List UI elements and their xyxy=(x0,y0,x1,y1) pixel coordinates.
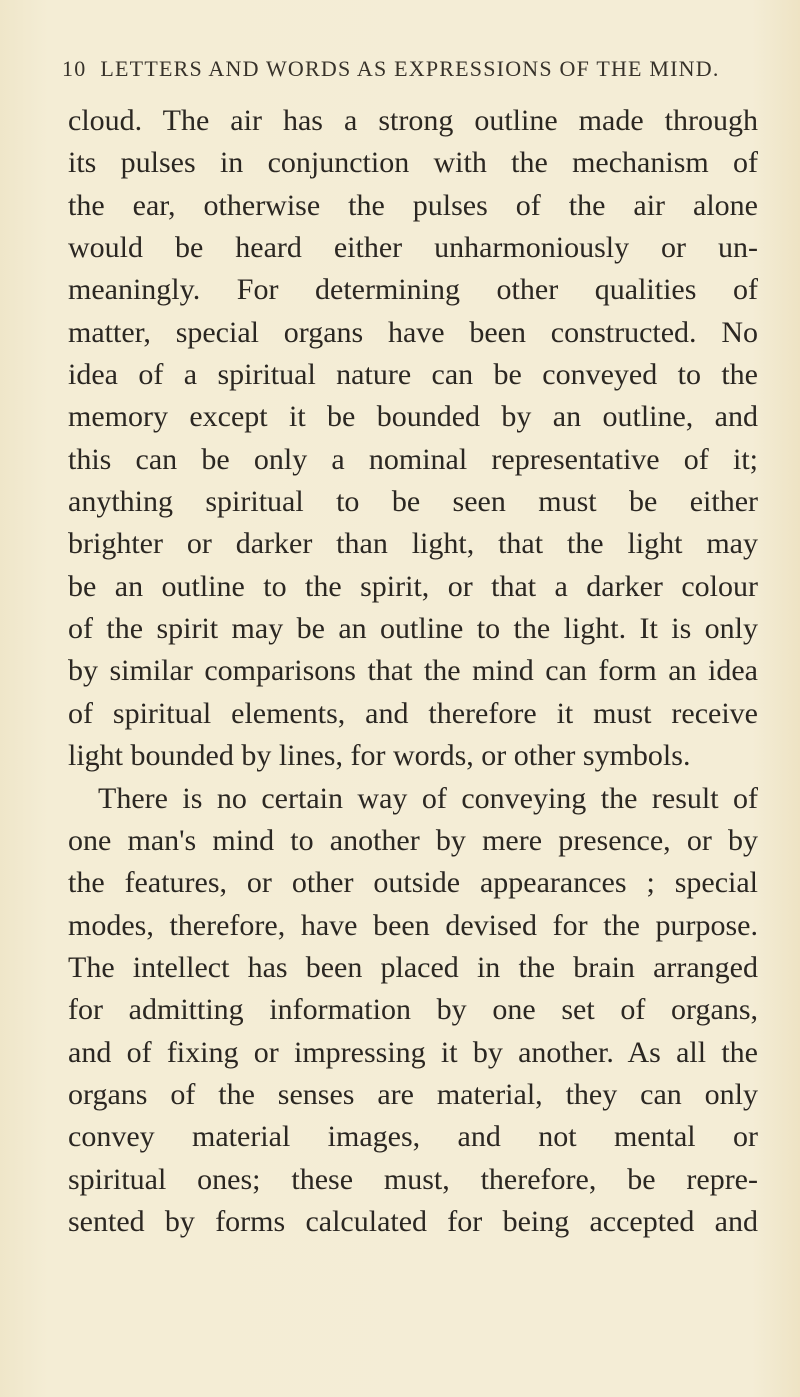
text-line: meaningly. For determining other qualities of xyxy=(68,273,758,307)
text-line: would be heard either unharmoniously or un- xyxy=(68,231,758,265)
running-head xyxy=(62,56,762,82)
text-line: modes, therefore, have been devised for the purpose. xyxy=(68,908,758,942)
text-line: sented by forms calculated for being accepted and xyxy=(68,1204,758,1238)
text-line: idea of a spiritual nature can be conveyed to the xyxy=(68,358,758,392)
text-line: brighter or darker than light, that the light may xyxy=(68,527,758,561)
text-line: one man's mind to another by mere presence, or by xyxy=(68,823,758,857)
text-line: The intellect has been placed in the brain arranged xyxy=(68,950,758,984)
text-line: light bounded by lines, for words, or other symbols. xyxy=(68,739,691,773)
text-line: its pulses in conjunction with the mechanism of xyxy=(68,146,758,180)
text-line: cloud. The air has a strong outline made through xyxy=(68,104,758,137)
text-line: be an outline to the spirit, or that a darker colour xyxy=(68,569,758,603)
text-line: by similar comparisons that the mind can form an idea xyxy=(68,654,758,688)
text-line: of the spirit may be an outline to the light. It is only xyxy=(68,612,758,646)
paragraph-start-line: There is no certain way of conveying the result of xyxy=(98,781,758,815)
text-line: for admitting information by one set of organs, xyxy=(68,993,758,1027)
text-line: spiritual ones; these must, therefore, be repre- xyxy=(68,1162,758,1196)
text-line: this can be only a nominal representative of it; xyxy=(68,442,758,476)
text-line: convey material images, and not mental or xyxy=(68,1120,758,1154)
running-title: LETTERS AND WORDS AS EXPRESSIONS OF THE MIND. xyxy=(100,56,720,81)
page-number: 10 xyxy=(62,56,87,81)
text-line: the features, or other outside appearances ; special xyxy=(68,866,758,900)
text-line: and of fixing or impressing it by another. As all the xyxy=(68,1035,758,1069)
text-line: the ear, otherwise the pulses of the air alone xyxy=(68,188,758,222)
text-line: organs of the senses are material, they can only xyxy=(68,1077,758,1111)
text-line: anything spiritual to be seen must be either xyxy=(68,485,758,519)
body-text xyxy=(68,100,758,1243)
text-line: matter, special organs have been constructed. No xyxy=(68,315,758,349)
text-line: memory except it be bounded by an outline, and xyxy=(68,400,758,434)
text-line: of spiritual elements, and therefore it must receive xyxy=(68,696,758,730)
